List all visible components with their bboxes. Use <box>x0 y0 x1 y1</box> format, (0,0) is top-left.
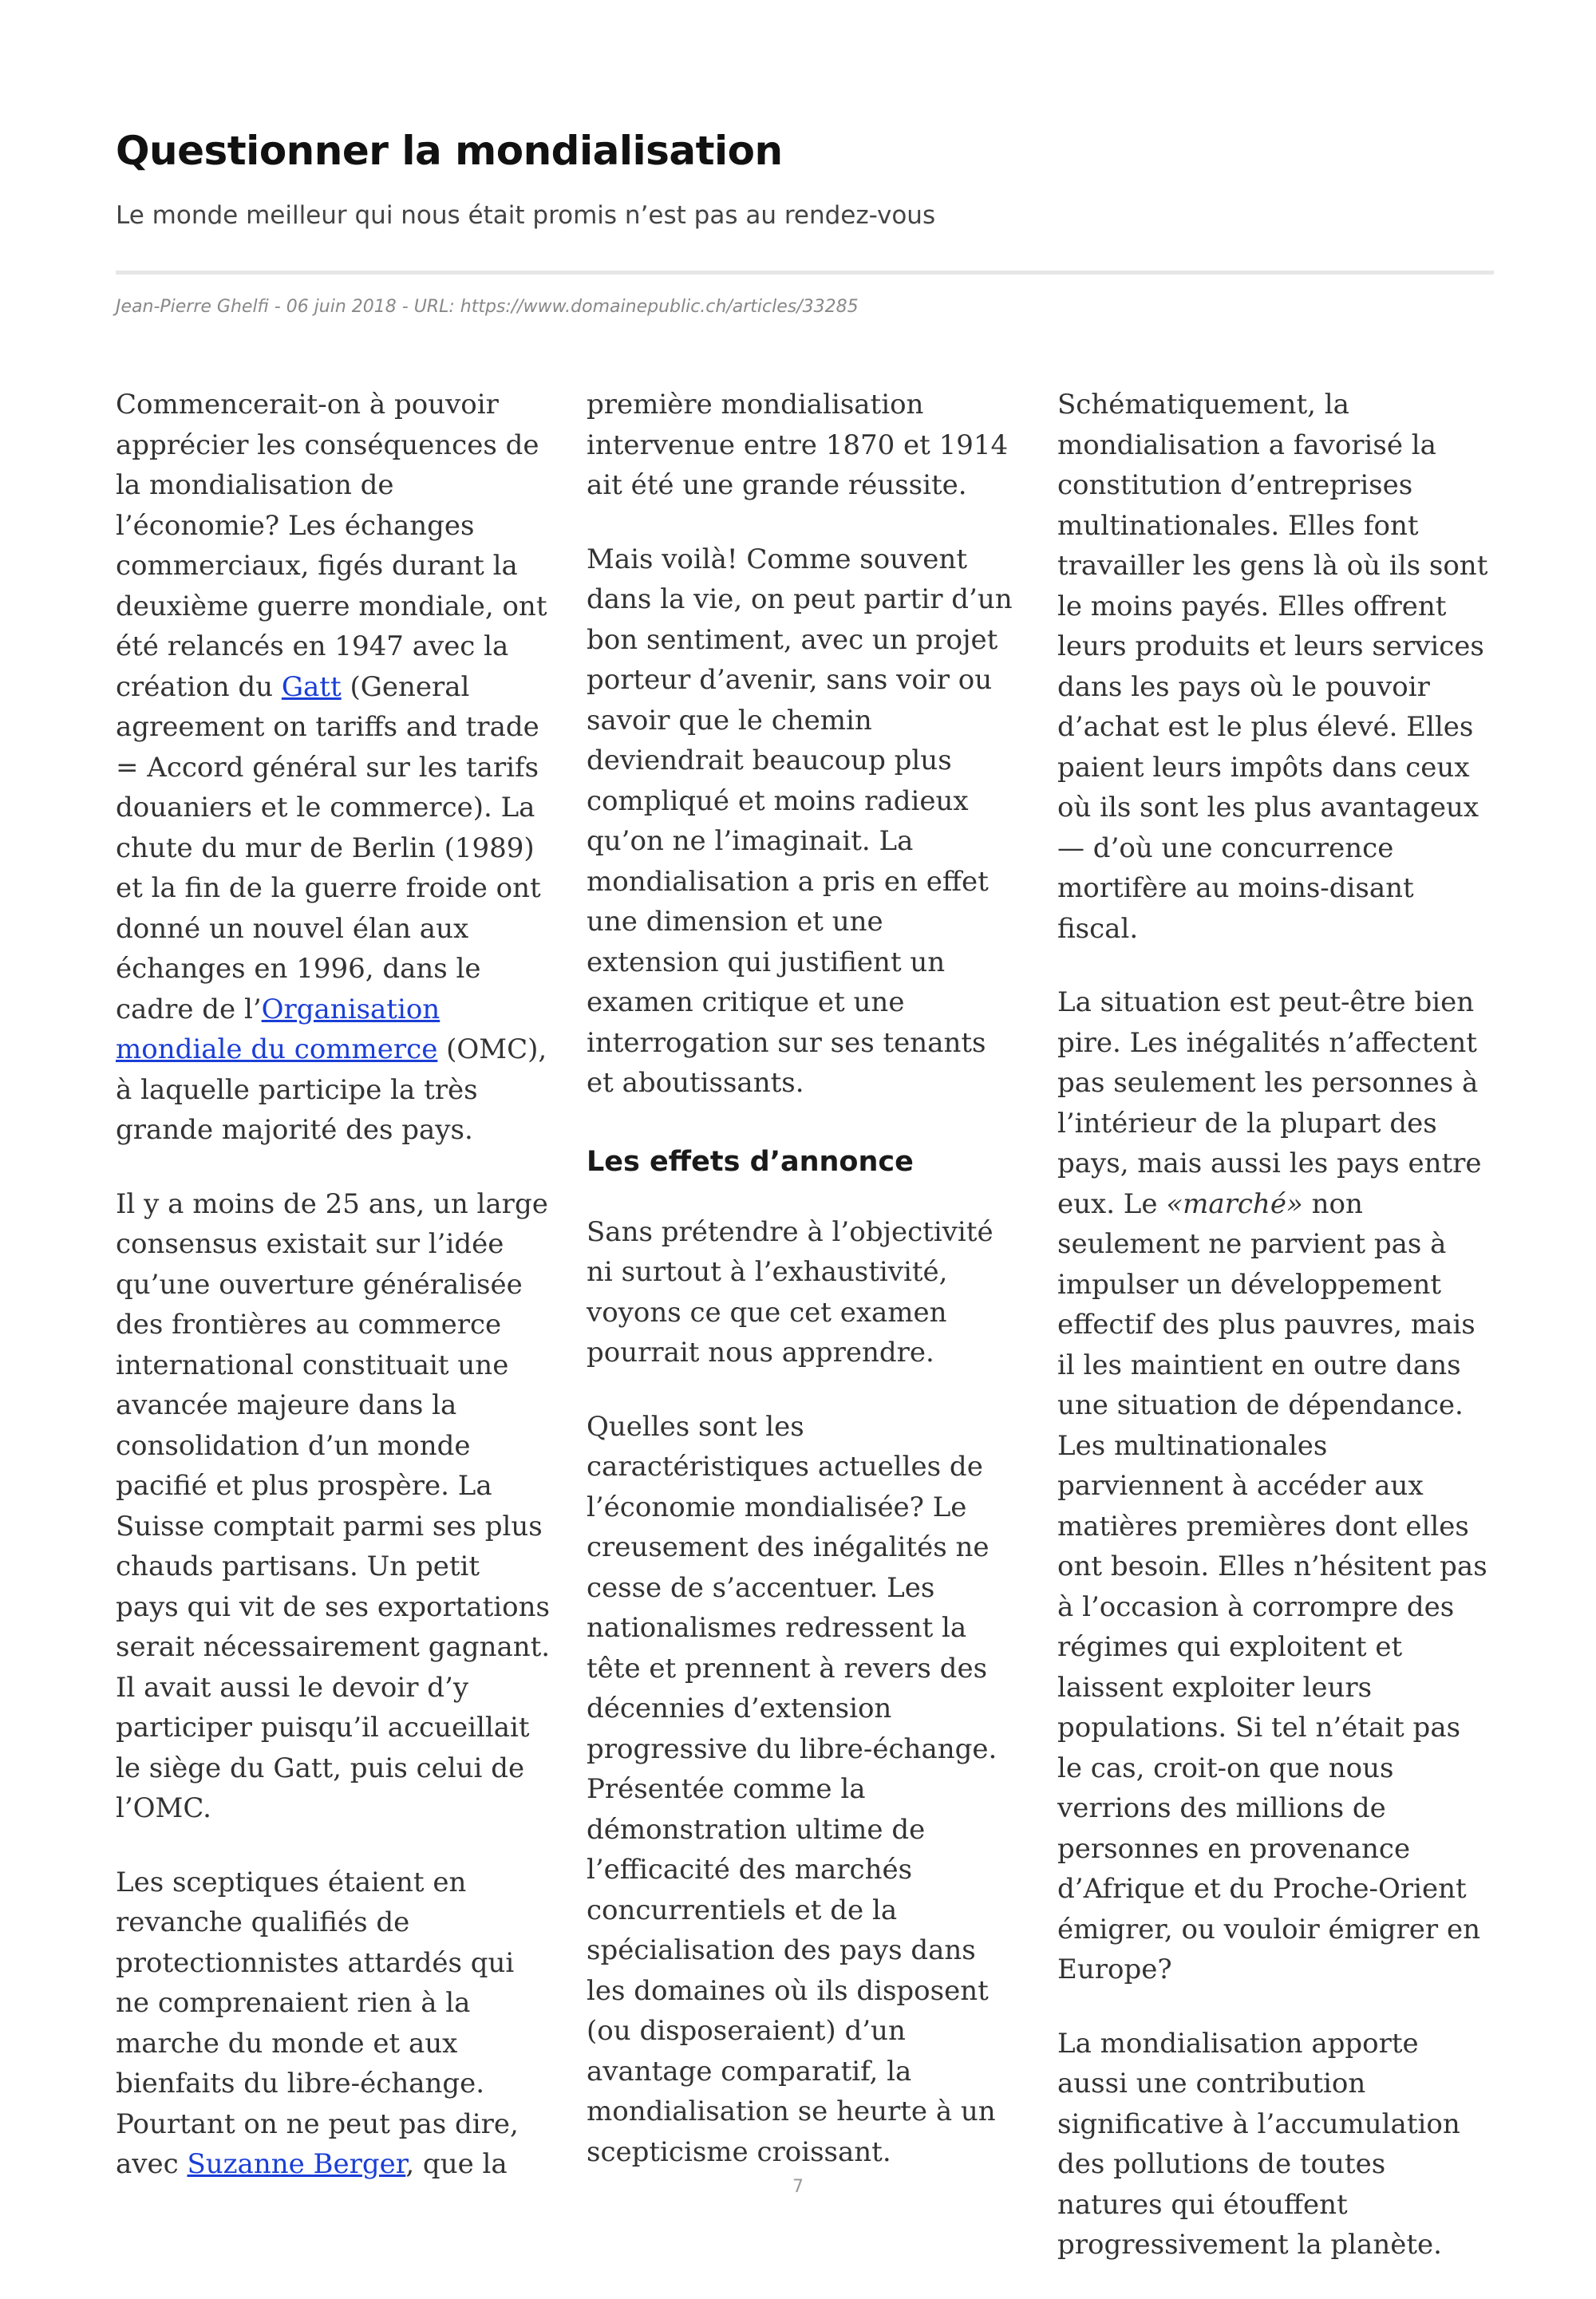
paragraph: Sans prétendre à l’objectivité ni surtout à l’exhaustivité, voyons ce que cet examen pourrait nous apprendre. <box>587 1215 994 1369</box>
paragraph: première mondialisation intervenue entre 1870 et 1914 ait été une grande réussite. <box>587 389 1009 501</box>
column-2 <box>587 385 1021 2206</box>
article-subtitle: Le monde meilleur qui nous était promis n’est pas au rendez-vous <box>116 201 936 230</box>
gatt-link[interactable]: Gatt <box>281 670 342 703</box>
suzanne-berger-link[interactable]: Suzanne Berger <box>187 2148 406 2180</box>
column-1 <box>116 385 551 2218</box>
emphasis-marche: «marché» <box>1166 1187 1303 1220</box>
header-divider <box>116 271 1494 275</box>
article-title: Questionner la mondialisation <box>116 128 783 174</box>
column-3 <box>1057 385 1492 2299</box>
omc-link[interactable]: Organisation mondiale du commerce <box>116 993 440 1065</box>
paragraph: Mais voilà! Comme souvent dans la vie, on peut partir d’un bon sentiment, avec un projet porteur d’avenir, sans voir ou savoir que le chemin deviendrait beaucoup plus compliqué et moins radieux qu’on ne l’imaginait. La mondialisation a pris en effet une dimension et une extension qui justifient un examen critique et une interrogation sur ses tenants et aboutissants. <box>587 543 1013 1099</box>
page-number: 7 <box>792 2177 804 2197</box>
paragraph: Il y a moins de 25 ans, un large consensus existait sur l’idée qu’une ouverture généralisée des frontières au commerce international constituait une avancée majeure dans la consolidation d’un monde pacifié et plus prospère. La Suisse comptait parmi ses plus chauds partisans. Un petit pays qui vit de ses exportations serait nécessairement gagnant. Il avait aussi le devoir d’y participer puisqu’il accueillait le siège du Gatt, puis celui de l’OMC. <box>116 1187 551 1824</box>
paragraph: Les sceptiques étaient en revanche qualifiés de protectionnistes attardés qui ne comprenaient rien à la marche du monde et aux bienfaits du libre-échange. Pourtant on ne peut pas dire, avec Suzanne Berger, que la <box>116 1866 519 2180</box>
paragraph: La mondialisation apporte aussi une contribution significative à l’accumulation des pollutions de toutes natures qui étouffent progressivement la planète. <box>1057 2027 1460 2261</box>
paragraph: La situation est peut-être bien pire. Les inégalités n’affectent pas seulement les personnes à l’intérieur de la plupart des pays, mais aussi les pays entre eux. Le «marché» non seulement ne parvient pas à impulser un développement effectif des plus pauvres, mais il les maintient en outre dans une situation de dépendance. Les multinationales parviennent à accéder aux matières premières dont elles ont besoin. Elles n’hésitent pas à l’occasion à corrompre des régimes qui exploitent et laissent exploiter leurs populations. Si tel n’était pas le cas, croit-on que nous verrions des millions de personnes en provenance d’Afrique et du Proche-Orient émigrer, ou vouloir émigrer en Europe? <box>1057 986 1487 1985</box>
paragraph: Commencerait-on à pouvoir apprécier les conséquences de la mondialisation de l’économie? Les échanges commerciaux, figés durant la deuxième guerre mondiale, ont été relancés en 1947 avec la création du Gatt (General agreement on tariffs and trade = Accord général sur les tarifs douaniers et le commerce). La chute du mur de Berlin (1989) et la fin de la guerre froide ont donné un nouvel élan aux échanges en 1996, dans le cadre de l’Organisation mondiale du commerce (OMC), à laquelle participe la très grande majorité des pays. <box>116 389 547 1146</box>
paragraph: Quelles sont les caractéristiques actuelles de l’économie mondialisée? Le creusement des inégalités ne cesse de s’accentuer. Les nationalismes redressent la tête et prennent à revers des décennies d’extension progressive du libre-échange. Présentée comme la démonstration ultime de l’efficacité des marchés concurrentiels et de la spécialisation des pays dans les domaines où ils disposent (ou disposeraient) d’un avantage comparatif, la mondialisation se heurte à un scepticisme croissant. <box>587 1410 998 2168</box>
section-heading: Les effets d’annonce <box>587 1145 914 1178</box>
article-meta: Jean-Pierre Ghelfi - 06 juin 2018 - URL: https://www.domainepublic.ch/articles/33285 <box>116 297 859 317</box>
paragraph: Schématiquement, la mondialisation a favorisé la constitution d’entreprises multinationales. Elles font travailler les gens là où ils sont le moins payés. Elles offrent leurs produits et leurs services dans les pays où le pouvoir d’achat est le plus élevé. Elles paient leurs impôts dans ceux où ils sont les plus avantageux — d’où une concurrence mortifère au moins-disant fiscal. <box>1057 389 1488 945</box>
